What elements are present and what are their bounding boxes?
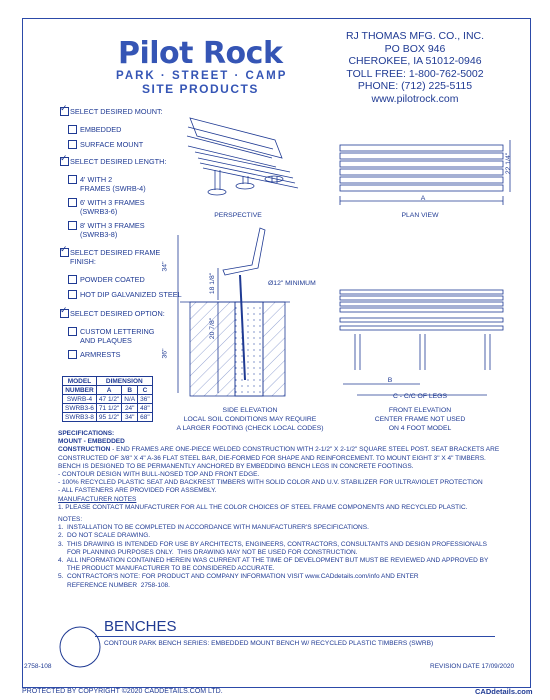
table-cell: 47 1/2" bbox=[96, 395, 121, 404]
toll-free: TOLL FREE: 1-800-762-5002 bbox=[346, 67, 484, 80]
note-line: 2. DO NOT SCALE DRAWING. bbox=[58, 532, 151, 540]
length-4-line2: FRAMES (SWRB-4) bbox=[80, 184, 146, 193]
note-line: 5. CONTRACTOR'S NOTE: FOR PRODUCT AND COMPANY INFORMATION VISIT www.CADdetails.com/info AND ENTER bbox=[58, 573, 419, 581]
option-surface-mount: SURFACE MOUNT bbox=[80, 140, 144, 149]
note-line: 4. ALL INFORMATION CONTAINED HEREIN WAS CURRENT AT THE TIME OF DEVELOPMENT BUT MUST BE REVIEWED AND APPROVED BY bbox=[58, 557, 489, 565]
note-line: 1. INSTALLATION TO BE COMPLETED IN ACCORDANCE WITH MANUFACTURER'S SPECIFICATIONS. bbox=[58, 524, 369, 532]
finish-title-1: SELECT DESIRED FRAME bbox=[70, 248, 161, 257]
side-elevation-title: SIDE ELEVATION bbox=[222, 407, 278, 414]
side-elevation-drawing bbox=[178, 228, 290, 396]
side-footing-label: Ø12" MINIMUM bbox=[268, 280, 316, 287]
table-head-model: MODEL bbox=[63, 377, 97, 386]
side-dim-36: 36" bbox=[161, 348, 169, 359]
option-armrests: ARMRESTS bbox=[80, 350, 121, 359]
title-subtitle: CONTOUR PARK BENCH SERIES: EMBEDDED MOUNT BENCH W/ RECYCLED PLASTIC TIMBERS (SWRB) bbox=[104, 640, 434, 647]
length-6-line1: 6' WITH 3 FRAMES bbox=[80, 198, 145, 207]
front-elevation-note-1: CENTER FRAME NOT USED bbox=[374, 416, 466, 423]
front-dim-c: C - C/C OF LEGS bbox=[392, 393, 447, 400]
perspective-bench-drawing bbox=[187, 118, 298, 195]
side-dim-20: 20 7/8" bbox=[209, 317, 217, 340]
side-elevation-note-2: A LARGER FOOTING (CHECK LOCAL CODES) bbox=[176, 425, 324, 432]
specs-bullet: - CONTOUR DESIGN WITH BULL-NOSED TOP AND FRONT EDGE. bbox=[58, 471, 260, 479]
logo-title: Pilot Rock bbox=[118, 36, 283, 71]
specifications-block bbox=[58, 430, 503, 590]
specs-bullet: - ALL FASTENERS ARE PROVIDED FOR ASSEMBLY. bbox=[58, 487, 217, 495]
table-cell: 36" bbox=[138, 395, 153, 404]
table-col-c: C bbox=[138, 386, 153, 395]
plan-dim-a: A bbox=[420, 195, 426, 202]
table-cell: SWRB3-6 bbox=[63, 404, 97, 413]
copyright-text: PROTECTED BY COPYRIGHT ©2020 CADDETAILS.COM LTD. bbox=[22, 688, 223, 695]
revision-date: REVISION DATE 17/09/2020 bbox=[430, 663, 515, 670]
option-title: SELECT DESIRED OPTION: bbox=[70, 309, 165, 318]
option-embedded: EMBEDDED bbox=[80, 125, 122, 134]
plan-dim-depth: 22 1/4" bbox=[505, 152, 513, 175]
table-row bbox=[63, 395, 153, 404]
note-line: FOR PLANNING PURPOSES ONLY. THIS DRAWING MAY NOT BE USED FOR CONSTRUCTION. bbox=[58, 548, 358, 556]
table-head-dimension: DIMENSION bbox=[96, 377, 152, 386]
table-col-b: B bbox=[122, 386, 138, 395]
note-line: REFERENCE NUMBER 2758-108. bbox=[58, 581, 170, 589]
specs-mount: MOUNT - EMBEDDED bbox=[58, 438, 125, 446]
length-8-line1: 8' WITH 3 FRAMES bbox=[80, 221, 145, 230]
title-circle-icon bbox=[58, 625, 102, 669]
finish-title-2: FINISH: bbox=[70, 257, 96, 266]
custom-lettering-line1: CUSTOM LETTERING bbox=[80, 327, 155, 336]
construction-label: CONSTRUCTION bbox=[58, 446, 111, 454]
table-cell: SWRB3-8 bbox=[63, 413, 97, 422]
table-cell: 48" bbox=[138, 404, 153, 413]
table-cell: 34" bbox=[122, 413, 138, 422]
table-cell: 95 1/2" bbox=[96, 413, 121, 422]
dimension-table bbox=[62, 376, 153, 422]
table-col-a: A bbox=[96, 386, 121, 395]
specs-construction bbox=[58, 446, 503, 471]
note-line: 3. THIS DRAWING IS INTENDED FOR USE BY ARCHITECTS, ENGINEERS, CONTRACTORS, CONSULTANTS AND DESIGN PROFESSIONALS bbox=[58, 540, 487, 548]
caddetails-link[interactable]: CADdetails.com bbox=[475, 687, 533, 696]
title-main: BENCHES bbox=[104, 618, 177, 635]
side-dim-34: 34" bbox=[161, 261, 169, 272]
company-name: RJ THOMAS MFG. CO., INC. bbox=[345, 30, 485, 42]
construction-text: - END FRAMES ARE ONE-PIECE WELDED CONSTRUCTION WITH 2-1/2" X 2-1/2" SQUARE STEEL POST. SEAT BRACKETS ARE CONSTRUCTED OF 3/8" X 4" A-36 FLAT STEEL BAR, DIE-FORMED FOR SHAPE AND REINFORCEMENT. TO MOUNT EIGHT 3" X 4" TIMBERS. BENCH IS DESIGNED TO BE PERMANENTLY ANCHORED BY EMBEDDING BENCH LEGS IN CONCRETE FOOTINGS. bbox=[58, 446, 500, 470]
length-8-line2: (SWRB3-8) bbox=[80, 230, 118, 239]
front-elevation-title: FRONT ELEVATION bbox=[388, 407, 452, 414]
logo-tagline: PARK · STREET · CAMP bbox=[116, 70, 288, 82]
front-dim-b: B bbox=[387, 377, 393, 384]
table-row bbox=[63, 404, 153, 413]
length-4-line1: 4' WITH 2 bbox=[80, 175, 113, 184]
side-elevation-note-1: LOCAL SOIL CONDITIONS MAY REQUIRE bbox=[183, 416, 317, 423]
table-subheader-row bbox=[63, 386, 153, 395]
specs-heading: SPECIFICATIONS: bbox=[58, 430, 115, 437]
table-cell: N/A bbox=[122, 395, 138, 404]
custom-lettering-line2: AND PLAQUES bbox=[80, 336, 132, 345]
table-cell: 68" bbox=[138, 413, 153, 422]
plan-label: PLAN VIEW bbox=[401, 212, 439, 219]
table-cell: SWRB-4 bbox=[63, 395, 97, 404]
table-row bbox=[63, 413, 153, 422]
option-powder-coated: POWDER COATED bbox=[80, 275, 145, 284]
mount-title: SELECT DESIRED MOUNT: bbox=[70, 107, 163, 116]
po-box: PO BOX 946 bbox=[384, 42, 446, 55]
phone: PHONE: (712) 225-5115 bbox=[357, 80, 473, 93]
length-title: SELECT DESIRED LENGTH: bbox=[70, 157, 167, 166]
mfr-notes-heading: MANUFACTURER NOTES bbox=[58, 495, 137, 503]
table-header-row bbox=[63, 377, 153, 386]
notes-heading: NOTES: bbox=[58, 516, 83, 524]
table-cell: 71 1/2" bbox=[96, 404, 121, 413]
title-divider bbox=[95, 636, 495, 637]
reference-number: 2758-108 bbox=[24, 663, 52, 670]
length-6-line2: (SWRB3-6) bbox=[80, 207, 118, 216]
note-line: THE PRODUCT MANUFACTURER TO BE CONSIDERED ACCURATE. bbox=[58, 565, 275, 573]
table-cell: 24" bbox=[122, 404, 138, 413]
side-dim-18: 18 1/8" bbox=[209, 272, 217, 295]
front-elevation-drawing bbox=[340, 290, 503, 395]
option-galvanized: HOT DIP GALVANIZED STEEL bbox=[80, 290, 182, 299]
specs-bullet: - 100% RECYCLED PLASTIC SEAT AND BACKREST TIMBERS WITH SOLID COLOR AND U.V. STABILIZER FOR ULTRAVIOLET PROTECTION bbox=[58, 479, 483, 487]
logo-subtitle: SITE PRODUCTS bbox=[142, 82, 259, 96]
city: CHEROKEE, IA 51012-0946 bbox=[348, 55, 482, 68]
mfr-note: 1. PLEASE CONTACT MANUFACTURER FOR ALL THE COLOR CHOICES OF STEEL FRAME COMPONENTS AND RECYCLED PLASTIC. bbox=[58, 503, 468, 511]
front-elevation-note-2: ON 4 FOOT MODEL bbox=[388, 425, 452, 432]
website-link[interactable]: www.pilotrock.com bbox=[371, 92, 459, 105]
table-head-number: NUMBER bbox=[63, 386, 97, 395]
perspective-label: PERSPECTIVE bbox=[214, 212, 262, 219]
